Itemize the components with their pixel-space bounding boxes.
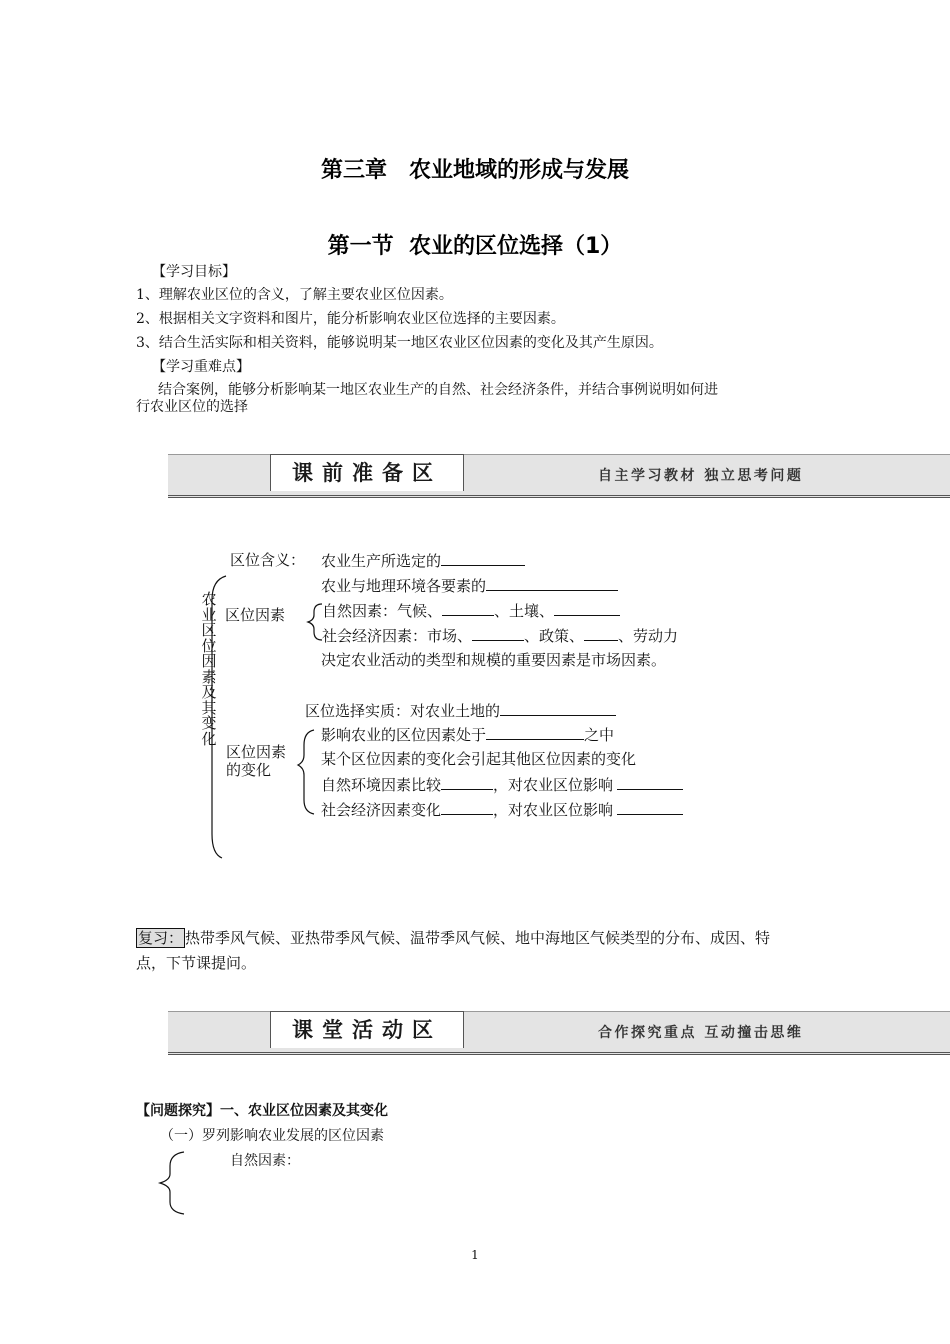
- section-bar-inclass: [168, 1011, 950, 1055]
- natural-factors-mid: 、土壤、: [494, 602, 555, 620]
- natural-factors-text: 自然因素：气候、: [322, 602, 443, 620]
- blank[interactable]: [472, 625, 524, 641]
- blank[interactable]: [617, 774, 683, 790]
- blank[interactable]: [441, 550, 525, 566]
- essence-line: [305, 700, 616, 721]
- key-points-line-2: 行农业区位的选择: [136, 399, 248, 415]
- blank[interactable]: [441, 799, 493, 815]
- review-line-1: [136, 928, 770, 948]
- vertical-char: 因: [201, 652, 217, 670]
- factors-label: 区位因素: [225, 606, 286, 624]
- review-line-2: 点，下节课提问。: [136, 954, 257, 972]
- vertical-char: 业: [201, 605, 217, 624]
- blank[interactable]: [441, 774, 493, 790]
- section-bar-tab: 课堂活动区: [270, 1011, 464, 1048]
- vertical-char: 农: [201, 590, 217, 608]
- objective-item-1: 1、理解农业区位的含义，了解主要农业区位因素。: [136, 287, 453, 303]
- vertical-title: [201, 592, 217, 747]
- change-label-2: 的变化: [226, 761, 272, 779]
- meaning-label: 区位含义：: [230, 551, 306, 569]
- section-title: 第一节 农业的区位选择（1）: [327, 234, 623, 259]
- key-points-heading: 【学习重难点】: [152, 359, 250, 375]
- review-label: 复习：: [138, 929, 184, 947]
- vertical-char: 变: [201, 714, 217, 732]
- blank[interactable]: [500, 700, 616, 716]
- vertical-char: 素: [201, 667, 217, 686]
- essence-text: 区位选择实质：对农业土地的: [305, 702, 501, 720]
- key-points-line-1: 结合案例，能够分析影响某一地区农业生产的自然、社会经济条件，并结合事例说明如何进: [158, 382, 718, 398]
- change-label-1: 区位因素: [226, 743, 287, 761]
- change-line-1: [321, 724, 614, 745]
- objective-item-3: 3、结合生活实际和相关资料，能够说明某一地区农业区位因素的变化及其产生原因。: [136, 335, 663, 351]
- change-line-1-end: 之中: [584, 726, 615, 744]
- section-bar-slogan: 合作探究重点 互动撞击思维: [598, 1025, 804, 1041]
- social-factors-line: [322, 625, 678, 646]
- objectives-heading: 【学习目标】: [152, 264, 236, 280]
- blank[interactable]: [442, 600, 494, 616]
- blank[interactable]: [486, 724, 584, 740]
- meaning-line-1: [321, 550, 525, 571]
- chapter-title: 第三章 农业地域的形成与发展: [320, 158, 629, 183]
- change-line-1-text: 影响农业的区位因素处于: [321, 726, 487, 744]
- social-factors-end: 、劳动力: [618, 627, 679, 645]
- blank[interactable]: [617, 799, 683, 815]
- review-text-1: 热带季风气候、亚热带季风气候、温带季风气候、地中海地区气候类型的分布、成因、特: [185, 929, 771, 947]
- natural-factors-line: [322, 600, 620, 621]
- vertical-char: 及: [201, 683, 217, 701]
- change-line-4-mid: ，对农业区位影响: [493, 801, 614, 819]
- blank[interactable]: [584, 625, 618, 641]
- change-line-4: [321, 799, 683, 820]
- social-factors-mid: 、政策、: [524, 627, 585, 645]
- blank[interactable]: [554, 600, 620, 616]
- change-line-3-text: 自然环境因素比较: [321, 776, 442, 794]
- inquiry-heading: 【问题探究】一、农业区位因素及其变化: [136, 1103, 388, 1119]
- vertical-char: 区: [201, 621, 217, 639]
- vertical-char: 其: [201, 698, 217, 717]
- meaning-line-2: [321, 575, 618, 596]
- decisive-factor-line: 决定农业活动的类型和规模的重要因素是市场因素。: [321, 651, 667, 669]
- inquiry-natural-label: 自然因素：: [230, 1153, 300, 1169]
- change-line-2: 某个区位因素的变化会引起其他区位因素的变化: [321, 750, 637, 768]
- change-line-4-text: 社会经济因素变化: [321, 801, 442, 819]
- inquiry-sub: （一）罗列影响农业发展的区位因素: [160, 1128, 384, 1144]
- objective-item-2: 2、根据相关文字资料和图片，能分析影响农业区位选择的主要因素。: [136, 311, 565, 327]
- vertical-char: 化: [201, 729, 217, 748]
- meaning-line-1-text: 农业生产所选定的: [321, 552, 442, 570]
- blank[interactable]: [486, 575, 618, 591]
- section-bar-tab: 课前准备区: [270, 454, 464, 491]
- change-line-3-mid: ，对农业区位影响: [493, 776, 614, 794]
- vertical-char: 位: [201, 636, 217, 655]
- section-bar-slogan: 自主学习教材 独立思考问题: [598, 468, 804, 484]
- change-line-3: [321, 774, 683, 795]
- page-number: 1: [471, 1248, 479, 1262]
- meaning-line-2-text: 农业与地理环境各要素的: [321, 577, 487, 595]
- social-factors-text: 社会经济因素：市场、: [322, 627, 473, 645]
